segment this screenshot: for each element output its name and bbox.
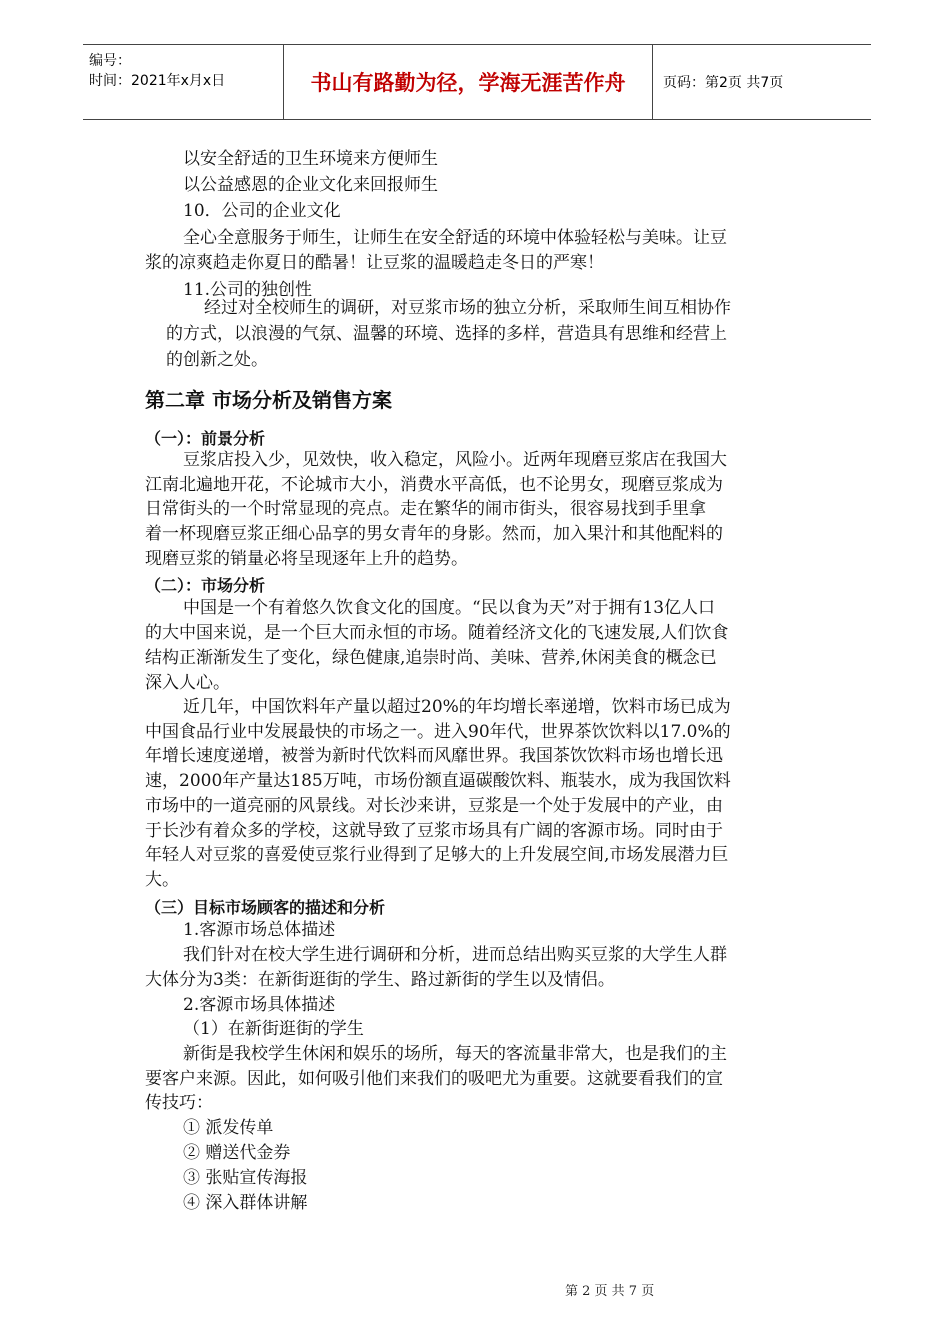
text-line: 年增长速度递增，被誉为新时代饮料而风靡世界。我国茶饮饮料市场也增长迅 [145,746,723,766]
text-line: 豆浆店投入少，见效快，收入稳定，风险小。近两年现磨豆浆店在我国大 [183,450,727,470]
text-line: （1）在新街逛街的学生 [183,1019,364,1039]
number-label: 编号： [89,53,131,69]
list-item: ④ 深入群体讲解 [183,1193,308,1213]
header-page-info: 页码：第2页 共7页 [663,75,784,91]
list-item: ② 赠送代金券 [183,1143,291,1163]
text-line: 速，2000年产量达185万吨，市场份额直逼碳酸饮料、瓶装水，成为我国饮料 [145,771,731,791]
text-line: 中国食品行业中发展最快的市场之一。进入90年代，世界茶饮饮料以17.0%的 [145,722,731,742]
text-line: 的大中国来说，是一个巨大而永恒的市场。随着经济文化的飞速发展,人们饮食 [145,623,729,643]
text-line: 结构正渐渐发生了变化，绿色健康,追崇时尚、美味、营养,休闲美食的概念已 [145,648,717,668]
text-line: 1.客源市场总体描述 [183,920,336,940]
text-line: 11.公司的独创性 [183,280,313,300]
text-line: 2.客源市场具体描述 [183,995,336,1015]
text-line: 日常街头的一个时常显现的亮点。走在繁华的闹市街头，很容易找到手里拿 [145,499,706,519]
section-heading: （二）：市场分析 [145,576,266,595]
page-header [83,44,871,120]
text-line: 经过对全校师生的调研，对豆浆市场的独立分析，采取师生间互相协作 [204,298,731,318]
list-item: ① 派发传单 [183,1118,274,1138]
section-heading: （一）：前景分析 [145,429,266,448]
text-line: 以安全舒适的卫生环境来方便师生 [183,149,438,169]
text-line: 大体分为3类：在新街逛街的学生、路过新街的学生以及情侣。 [145,970,615,990]
text-line: 于长沙有着众多的学校，这就导致了豆浆市场具有广阔的客源市场。同时由于 [145,821,723,841]
text-line: 年轻人对豆浆的喜爱使豆浆行业得到了足够大的上升发展空间,市场发展潜力巨 [145,845,729,865]
text-line: 10．公司的企业文化 [183,201,341,221]
text-line: 的创新之处。 [166,350,268,370]
header-meta [83,45,283,119]
list-item: ③ 张贴宣传海报 [183,1168,308,1188]
section-heading: （三）目标市场顾客的描述和分析 [145,898,386,917]
text-line: 现磨豆浆的销量必将呈现逐年上升的趋势。 [145,549,468,569]
header-motto: 书山有路勤为径，学海无涯苦作舟 [283,45,653,119]
time-label: 时间：2021年x月x日 [89,73,226,89]
text-line: 全心全意服务于师生，让师生在安全舒适的环境中体验轻松与美味。让豆 [183,228,727,248]
text-line: 要客户来源。因此，如何吸引他们来我们的吸吧尤为重要。这就要看我们的宣 [145,1069,723,1089]
text-line: 浆的凉爽趋走你夏日的酷暑！让豆浆的温暖趋走冬日的严寒！ [145,253,604,273]
page-footer: 第 2 页 共 7 页 [565,1284,655,1299]
text-line: 以公益感恩的企业文化来回报师生 [183,175,438,195]
text-line: 传技巧： [145,1093,213,1113]
text-line: 着一杯现磨豆浆正细心品享的男女青年的身影。然而，加入果汁和其他配料的 [145,524,723,544]
text-line: 我们针对在校大学生进行调研和分析，进而总结出购买豆浆的大学生人群 [183,945,727,965]
text-line: 近几年，中国饮料年产量以超过20%的年均增长率递增，饮料市场已成为 [183,697,731,717]
text-line: 新街是我校学生休闲和娱乐的场所，每天的客流量非常大，也是我们的主 [183,1044,727,1064]
text-line: 的方式，以浪漫的气氛、温馨的环境、选择的多样，营造具有思维和经营上 [166,324,727,344]
text-line: 大。 [145,870,179,890]
text-line: 深入人心。 [145,673,230,693]
text-line: 市场中的一道亮丽的风景线。对长沙来讲，豆浆是一个处于发展中的产业，由 [145,796,723,816]
text-line: 江南北遍地开花，不论城市大小，消费水平高低，也不论男女，现磨豆浆成为 [145,475,723,495]
chapter-heading: 第二章 市场分析及销售方案 [145,388,392,412]
text-line: 中国是一个有着悠久饮食文化的国度。“民以食为天”对于拥有13亿人口 [183,598,716,618]
